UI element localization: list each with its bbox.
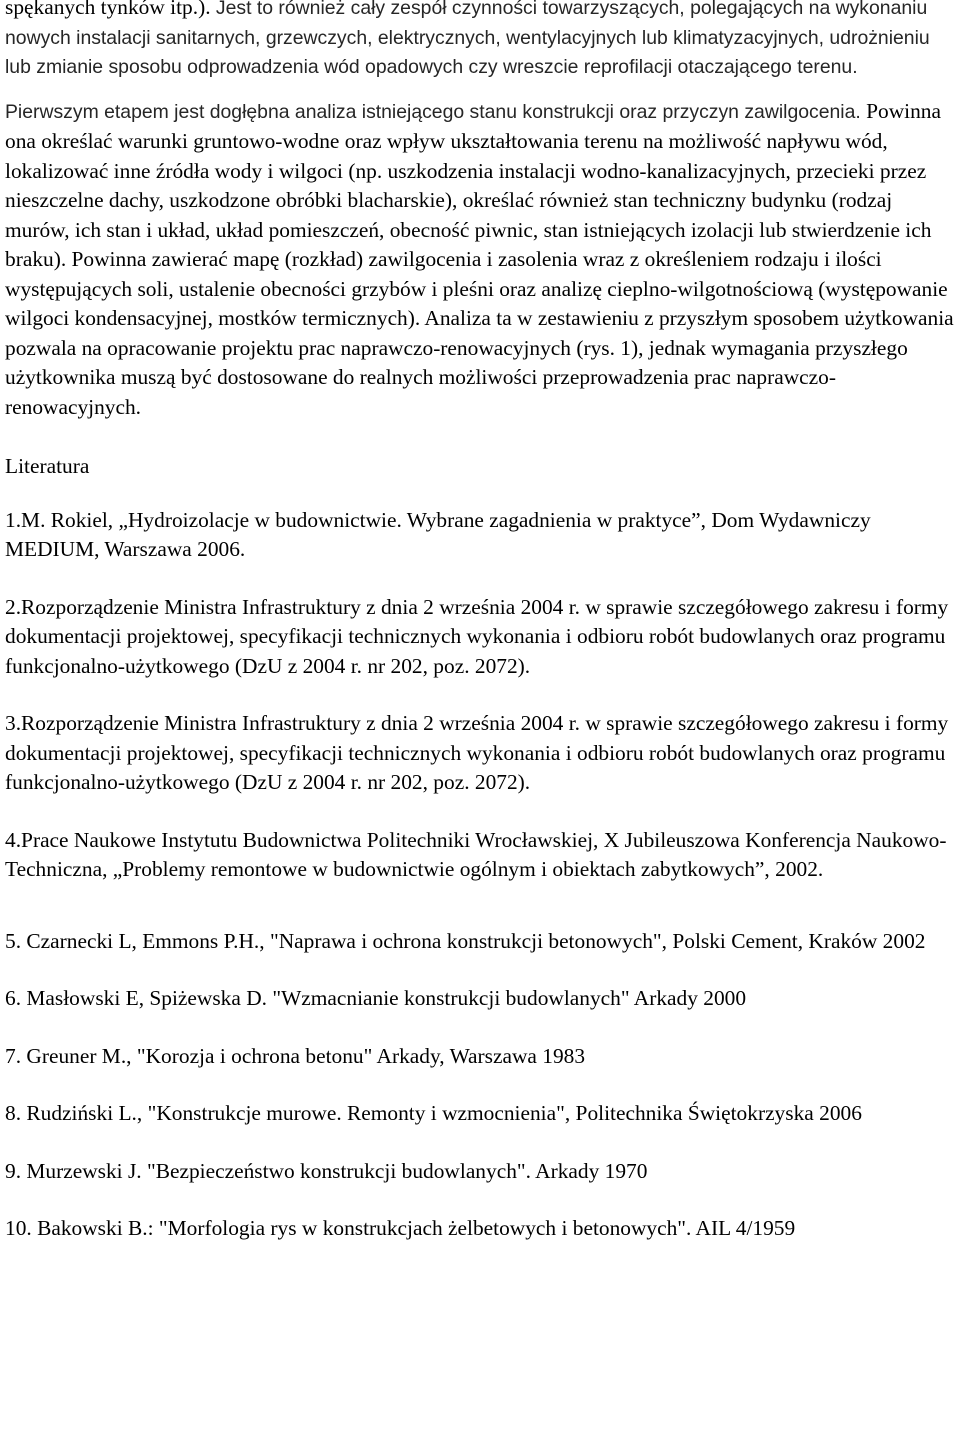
paragraph-1 xyxy=(5,0,957,83)
reference-item-5: 5. Czarnecki L, Emmons P.H., "Naprawa i ochrona konstrukcji betonowych", Polski Cement, Kraków 2002 xyxy=(5,928,926,953)
reference-item-8: 8. Rudziński L., "Konstrukcje murowe. Remonty i wzmocnienia", Politechnika Świętokrzyska 2006 xyxy=(5,1101,862,1125)
paragraph-1-sans-text: Jest to również cały zespół czynności towarzyszących, polegających na wykonaniu nowych instalacji sanitarnych, grzewczych, elektrycznych, wentylacyjnych lub klimatyzacyjnych, udrożnieniu lub zmianie sposobu odprowadzenia wód opadowych czy wreszcie reprofilacji otaczającego terenu. xyxy=(5,0,930,78)
reference-list xyxy=(5,506,957,1244)
reference-item-3: 3.Rozporządzenie Ministra Infrastruktury z dnia 2 września 2004 r. w sprawie szczegółowego zakresu i formy dokumentacji projektowej, specyfikacji technicznych wykonania i odbioru robót budowlanych oraz programu funkcjonalno-użytkowego (DzU z 2004 r. nr 202, poz. 2072). xyxy=(5,711,949,794)
document-page xyxy=(5,0,957,1244)
spacer xyxy=(5,482,957,506)
reference-item-7: 7. Greuner M., "Korozja i ochrona betonu" Arkady, Warszawa 1983 xyxy=(5,1043,586,1068)
reference-item-6: 6. Masłowski E, Spiżewska D. "Wzmacnianie konstrukcji budowlanych" Arkady 2000 xyxy=(5,986,747,1010)
spacer xyxy=(5,83,957,97)
reference-item-1: 1.M. Rokiel, „Hydroizolacje w budownictwie. Wybrane zagadnienia w praktyce”, Dom Wydawniczy MEDIUM, Warszawa 2006. xyxy=(5,507,871,561)
paragraph-1-serif-text: spękanych tynków itp.). xyxy=(5,0,216,19)
reference-item-10: 10. Bakowski B.: "Morfologia rys w konstrukcjach żelbetowych i betonowych". AIL 4/1959 xyxy=(5,1216,796,1240)
paragraph-2-sans-text: Pierwszym etapem jest dogłębna analiza istniejącego stanu konstrukcji oraz przyczyn zawilgocenia. xyxy=(5,100,861,123)
literature-heading: Literatura xyxy=(5,454,90,478)
reference-item-9: 9. Murzewski J. "Bezpieczeństwo konstrukcji budowlanych". Arkady 1970 xyxy=(5,1158,648,1183)
spacer xyxy=(5,422,957,452)
reference-item-2: 2.Rozporządzenie Ministra Infrastruktury z dnia 2 września 2004 r. w sprawie szczegółowego zakresu i formy dokumentacji projektowej, specyfikacji technicznych wykonania i odbioru robót budowlanych oraz programu funkcjonalno-użytkowego (DzU z 2004 r. nr 202, poz. 2072). xyxy=(5,594,949,678)
paragraph-2-serif-text: Powinna ona określać warunki gruntowo-wodne oraz wpływ ukształtowania terenu na możliwość napływu wód, lokalizować inne źródła wody i wilgoci (np. uszkodzenia instalacji wodno-kanalizacyjnych, przecieki przez nieszczelne dachy, uszkodzone obróbki blacharskie), określać również stan techniczny budynku (rodzaj murów, ich stan i układ, układ pomieszczeń, obecność piwnic, stan istniejących izolacji lub stwierdzenie ich braku). Powinna zawierać mapę (rozkład) zawilgocenia i zasolenia wraz z określeniem rodzaju i ilości występujących soli, ustalenie obecności grzybów i pleśni oraz analizę cieplno-wilgotnościową (występowanie wilgoci kondensacyjnej, mostków termicznych). Analiza ta w zestawieniu z przyszłym sposobem użytkowania pozwala na opracowanie projektu prac naprawczo-renowacyjnych (rys. 1), jednak wymagania przyszłego użytkownika muszą być dostosowane do realnych możliwości przeprowadzenia prac naprawczo-renowacyjnych. xyxy=(5,98,954,419)
paragraph-2 xyxy=(5,97,957,423)
reference-item-4: 4.Prace Naukowe Instytutu Budownictwa Politechniki Wrocławskiej, X Jubileuszowa Konferencja Naukowo-Techniczna, „Problemy remontowe w budownictwie ogólnym i obiektach zabytkowych”, 2002. xyxy=(5,827,947,881)
